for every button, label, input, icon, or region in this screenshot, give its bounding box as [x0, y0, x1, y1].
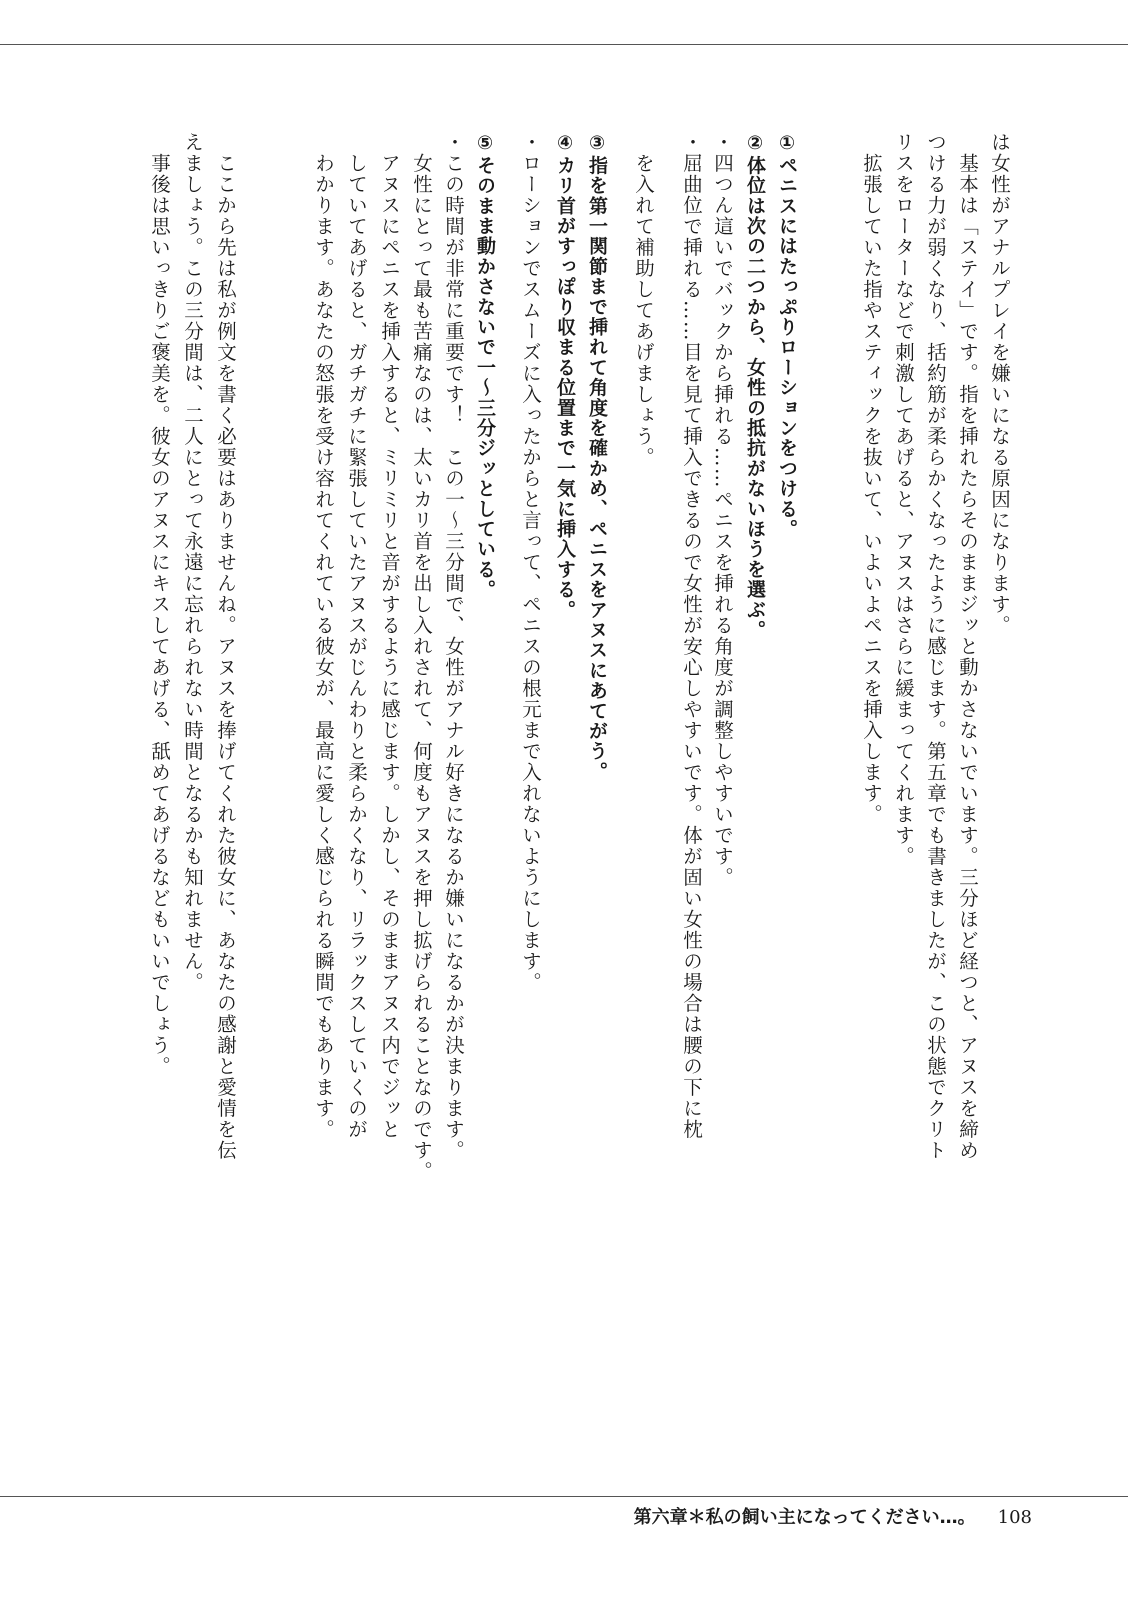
text-column: えましょう。この三分間は、二人にとって永遠に忘れられない時間となるかも知れません。: [181, 132, 204, 993]
text-column: リスをローターなどで刺激してあげると、アヌスはさらに緩まってくれます。: [892, 132, 915, 867]
text-column: わかります。あなたの怒張を受け容れてくれている彼女が、最高に愛しく感じられる瞬間でもあります。: [312, 132, 335, 1140]
text-column: 拡張していた指やスティックを抜いて、いよいよペニスを挿入します。: [860, 132, 883, 825]
step-heading: ⑤そのまま動かさないで一～三分ジッとしている。: [474, 132, 496, 600]
running-footer: [634, 1505, 1032, 1531]
step-heading: ④カリ首がすっぽり収まる位置まで一気に挿入する。: [554, 132, 576, 620]
text-column: ここから先は私が例文を書く必要はありませんね。アヌスを捧げてくれた彼女に、あなたの感謝と愛情を伝: [214, 132, 237, 1161]
text-column: 事後は思いっきりご褒美を。彼女のアヌスにキスしてあげる、舐めてあげるなどもいいでしょう。: [148, 132, 171, 1077]
text-column: つける力が弱くなり、括約筋が柔らかくなったように感じます。第五章でも書きましたが、この状態でクリト: [924, 132, 947, 1161]
page-number: 108: [997, 1507, 1032, 1528]
text-column: していてあげると、ガチガチに緊張していたアヌスがじんわりと柔らかくなり、リラックスしていくのが: [345, 132, 368, 1140]
blank-line: [260, 132, 290, 1192]
top-rule: [0, 44, 1128, 45]
text-column: ・ローションでスムーズに入ったからと言って、ペニスの根元まで入れないようにします。: [519, 132, 542, 993]
text-column: ・この時間が非常に重要です！ この一～三分間で、女性がアナル好きになるか嫌いになるかが決まります。: [442, 132, 465, 1161]
step-heading: ②体位は次の二つから、女性の抵抗がないほうを選ぶ。: [744, 132, 766, 640]
text-column: は女性がアナルプレイを嫌いになる原因になります。: [988, 132, 1011, 636]
text-column: アヌスにペニスを挿入すると、ミリミリと音がするように感じます。しかし、そのままアヌス内でジッと: [378, 132, 401, 1140]
text-column: を入れて補助してあげましょう。: [632, 132, 655, 468]
chapter-title: 第六章＊私の飼い主になってください…。: [633, 1507, 976, 1528]
text-column: 基本は「ステイ」です。指を挿れたらそのままジッと動かさないでいます。三分ほど経つと、アヌスを締め: [956, 132, 979, 1161]
text-column: ・四つん這いでバックから挿れる……ペニスを挿れる角度が調整しやすいです。: [711, 132, 734, 888]
step-heading: ①ペニスにはたっぷりローションをつける。: [776, 132, 798, 539]
text-column: 女性にとって最も苦痛なのは、太いカリ首を出し入れされて、何度もアヌスを押し拡げられることなのです。: [410, 132, 433, 1182]
bottom-rule: [0, 1496, 1128, 1497]
blank-line: [824, 132, 854, 1192]
step-heading: ③指を第一関節まで挿れて角度を確かめ、ペニスをアヌスにあてがう。: [586, 132, 608, 782]
text-column: ・屈曲位で挿れる……目を見て挿入できるので女性が安心しやすいです。体が固い女性の場合は腰の下に枕: [680, 132, 703, 1140]
